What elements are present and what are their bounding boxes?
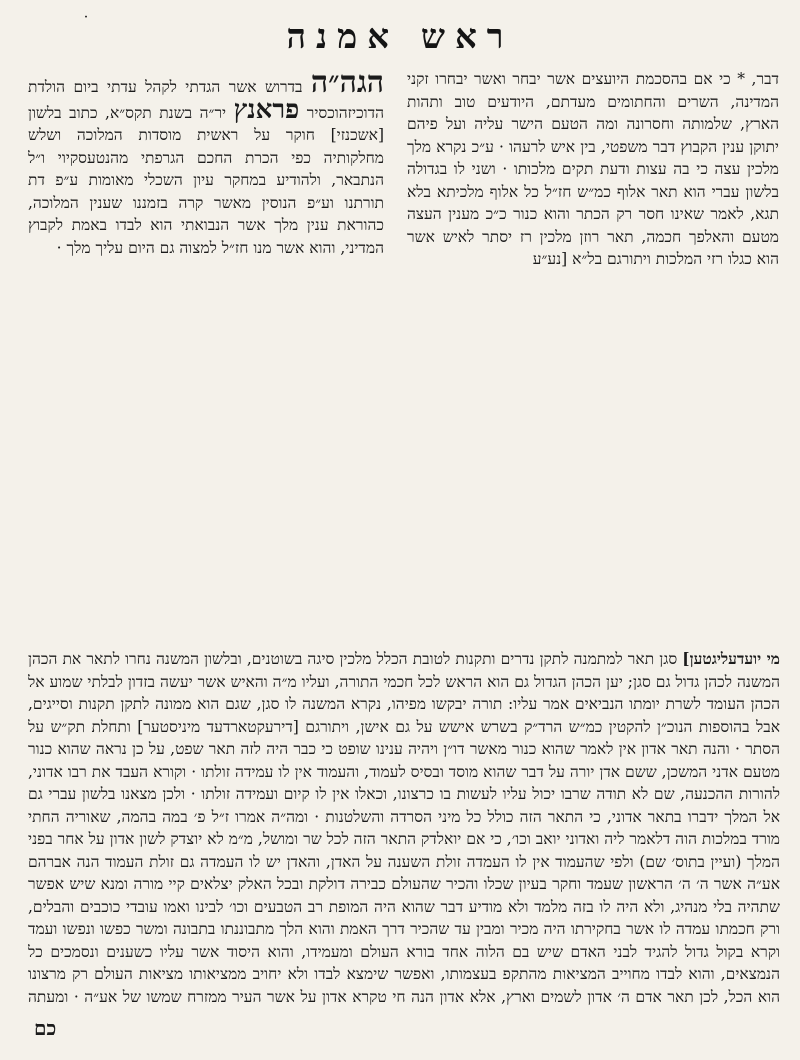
right-column [407, 68, 779, 648]
main-text-block [28, 648, 780, 1008]
page-header [0, 14, 800, 60]
left-column-text: יר״ה בשנת תקס״א, כתוב בלשון [אשכנזי] חוקר על ראשית מוסדות המלוכה ושלש מחלקותיה כפי הכרת החכם הגרפתי מהנטעסקיוי ו״ל הנתבאר, ולהודיע במחקר עיון השכלי מאומות ע״פ דת תורתנו וע״פ הנוסין מאשר קרה בזמננו שענין המלוכה, כהוראת ענין מלך אשר הנבואתי הוא לבדו באמת לקבוץ המדיני, והוא אשר מנו חז״ל למצוה גם היום עליך מלך · [28, 103, 384, 257]
main-paragraph: סגן תאר למתמנה לתקן נדרים ותקנות לטובת הכלל מלכין סיגה בשוטנים, ובלשון המשנה נחרו לתאר את הכהן המשנה לכהן גדול גם סגן; יען הכהן הגדול גם הוא הראש לכל חכמי התורה, ועליו מ״ה והאיש אשר יעשה בזדון לבלתי שמוע אל הכהן העומד לשרת יומתו הנביאים אמר עליו: תורה יבקשו מפיהו, נקרא המשנה לו סגן, שגם הוא ממונה לתקן תקנות וסייגים, אבל בהוספות הנוכ״ן להקטין כמ״ש הרד״ק בשרש אישש על גם אישן, ויתורגם [דירעקטארדעד מיניסטער] ותחלת תק״ש על הסתר · והנה תאר אדון אין לאמר שהוא כנור מאשר דו״ן ויהיה ענינו שופט כי כבר היה לזה תאר שפט, על כן נראה שהוא כנור מטעם אדני המשכן, ששם אדן יורה על דבר שהוא מוסד ובסיס לעמוד, והעמוד אין לו עמידה זולתו · וקורא העבד את רבו אדוני, להורות ההכנעה, שם לא תודה שרבו יכול עליו לעשות בו כרצונו, וכאלו אין לו קיום ועמידה זולתו · ולכן מצאנו בלשון עברי גם אל המלך ידברו בתאר אדוני, כי התאר הזה כולל כל מיני הסרדה והשלטנות · ומה״ה אמרו ז״ל פ׳ במה בהמה, שאוריה החתי מורד במלכות הוה דלאמר ליה ואדוני יואב וכו׳, כי אם יואלדק התאר הזה לכל שר ומושל, מ״מ לא יוצדק לשון אדון על אחר בפני המלך (ועיין בתוס׳ שם) ולפי שהעמוד אין לו העמדה זולת השענה על האדן, והאדן יש לו העמדה גם זולת העמוד הנה אברהם אע״ה אשר ה׳ ה׳ הראשון שעמד וחקר בעיון שכלו והכיר שהעולם כבירה דולקת ובכל האלק יצלאים קיי מורה ומנא שיש אפשר שתהיה בלי מנהיג, ולא היה לו בזה מלמד ולא מודיע דבר שהוא היה המופת רב הטבעים וכו׳ לבינו ואמו עובדי כוכבים והבלים, ורק חכמתו עמדה לו אשר בחקירתו היה מכיר ומבין עד שהכיר דרך האמת והוא הלך מתבוננתו בתבונה ומשר כפשו ונפשו ועמד וקרא בקול גדול להגיד לבני האדם שיש בם הלוה אחד בורא העולם ומעמידו, והוא היסוד אשר עליו כשענים ונסמכים כל הנמצאים, והוא לבדו מחוייב המציאות מהתקפ בעצמותו, ואפשר שימצא לבדו ולא יחויב ממציאותו מציאות העולם רק מרצונו הוא הכל, לכן תאר אדם ה׳ אדון לשמים וארץ, אלא אדון הנה חי טקרא אדון על אשר העיר ממזרח שמשו של אע״ה · ומעתה [28, 650, 780, 1006]
catchword: כם [34, 1016, 57, 1040]
emperor-name: פראנץ [233, 94, 300, 125]
left-column [28, 68, 384, 648]
left-column-intro: בדרוש אשר הגדתי לקהל עדתי ביום הולדת הדוכיזהוכסיר [28, 78, 384, 122]
right-column-text: דבר, * כי אם בהסכמת היועצים אשר יבחר ואשר יבחרו זקני המדינה, השרים והחתומים מעדתם, היודעים טוב ותהות הארץ, שלמותה וחסרונה ומה הטעם הישר עליה ועל פיהם יתוקן ענין הקבוץ דבר משפטי, בין איש לרעהו · ע״כ נקרא מלך מלכין עצה כי בה עצות ודעת תקים מלכותו · ושני לו בגדולה בלשון עברי הוא תאר אלוף כמ״ש חז״ל כל אלוף מלכיתא בלא תגא, לאמר שאינו חסר רק הכתר והוא כנור כ״כ מענין העצה מטעם והאלפך חכמה, תאר רוזן מלכין רז יסתר לאיש אשר הוא כגלו רזי המלכות ויתורגם בל״א [נע״ע [407, 70, 779, 268]
hagah-heading: הגה״ה [310, 68, 384, 100]
dibbur-hamatchil: מי יועדעליגטען] [682, 649, 780, 668]
page-title: ראש אמנה [286, 17, 514, 57]
